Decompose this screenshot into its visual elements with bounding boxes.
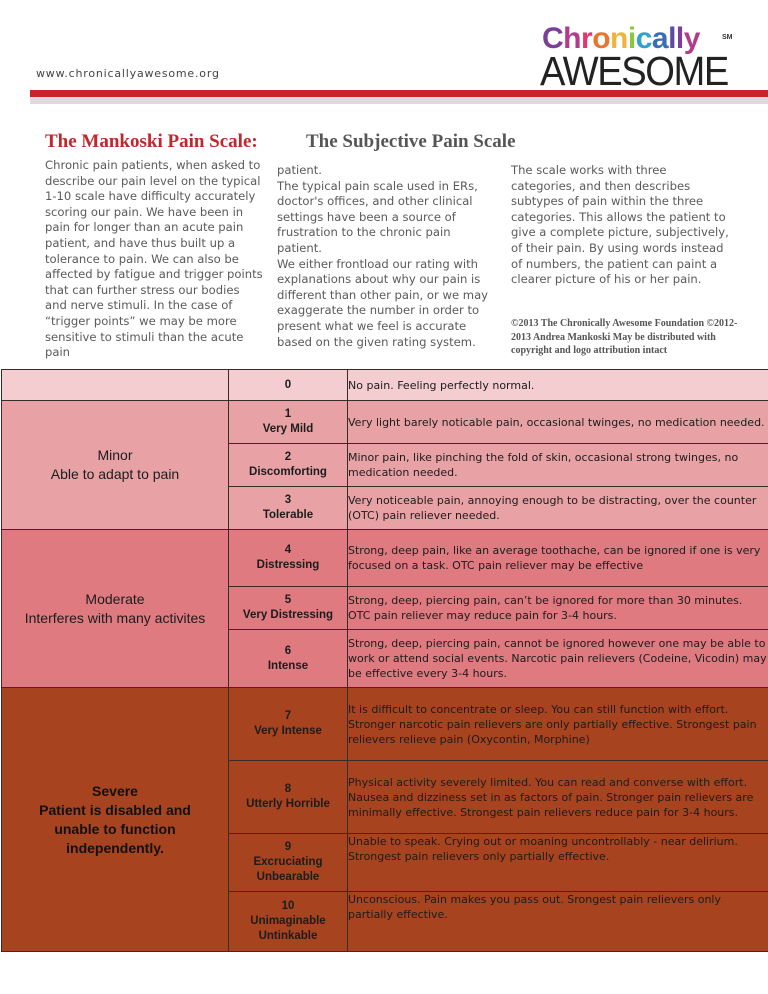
level-description: It is difficult to concentrate or sleep. You can still function with effort. Stronger narcotic pain relievers are only partially effective. Strongest pain relievers relieve pain (Oxycontin, Morphine): [348, 688, 768, 761]
logo-letter: o: [592, 22, 611, 55]
copyright-notice: ©2013 The Chronically Awesome Foundation ©2012-2013 Andrea Mankoski May be distributed with copyright and logo attribution intact: [511, 318, 738, 356]
header-gray-bar: [30, 97, 768, 104]
category-cell-minor: [2, 401, 229, 530]
level-cell: [229, 834, 348, 892]
logo-letter: a: [651, 22, 669, 55]
level-number: 5: [284, 594, 292, 606]
table-row: [2, 688, 768, 761]
intro-paragraph: patient.: [277, 163, 322, 177]
level-description: Minor pain, like pinching the fold of skin, occasional strong twinges, no medication needed.: [348, 444, 768, 487]
level-description: Unconscious. Pain makes you pass out. Srongest pain relievers only partially effective.: [348, 892, 768, 952]
level-description: No pain. Feeling perfectly normal.: [348, 370, 768, 401]
logo-bottom-text: AWESOME: [540, 48, 728, 94]
level-description: Unable to speak. Crying out or moaning uncontrollably - near delirium. Strongest pain relievers only partially effective.: [348, 834, 768, 892]
category-title: Moderate: [85, 590, 145, 607]
level-cell: [229, 370, 348, 401]
level-number: 9: [284, 841, 292, 853]
level-number: 8: [284, 783, 292, 795]
chronically-awesome-logo: [540, 20, 750, 95]
level-cell: [229, 761, 348, 834]
logo-letter: c: [635, 22, 652, 55]
intro-column-1: Chronic pain patients, when asked to describe our pain level on the typical 1-10 scale have difficulty accurately scoring our pain. We have been in pain for longer than an acute pain patient, and have thus built up a tolerance to pain. We can also be affected by fatigue and trigger points that can further stress our bodies and nerve stimuli. In the case of “trigger points” we may be more sensitive to stimuli than the acute pain: [45, 158, 263, 360]
level-name: Unimaginable Untinkable: [250, 915, 326, 942]
level-name: Utterly Horrible: [246, 798, 330, 810]
category-title: Severe: [92, 782, 138, 799]
level-description: Physical activity severely limited. You can read and converse with effort. Nausea and dizziness set in as factors of pain. Stronger pain relievers are minimally effective. Strongest pain relievers reduce pain for 3-4 hours.: [348, 761, 768, 834]
category-subtitle: Patient is disabled and unable to function independently.: [39, 801, 191, 856]
level-description: Very light barely noticable pain, occasional twinges, no medication needed.: [348, 401, 768, 444]
intro-column-2: [277, 163, 498, 350]
logo-letter: l: [668, 22, 676, 55]
table-row: [2, 401, 768, 444]
logo-letter: i: [627, 22, 636, 55]
intro-paragraph: We either frontload our rating with explanations about why our pain is different than other pain, or we may exaggerate the number in order to present what we feel is accurate based on the given rating system.: [277, 256, 489, 349]
website-url[interactable]: www.chronicallyawesome.org: [36, 67, 220, 80]
level-number: 3: [284, 494, 292, 506]
level-name: Discomforting: [249, 466, 327, 478]
level-name: Very Mild: [262, 423, 314, 435]
category-title: Minor: [97, 447, 133, 463]
level-number: 6: [284, 644, 292, 657]
category-cell-severe: [2, 688, 229, 952]
logo-letter: y: [683, 22, 700, 55]
intro-column-3: The scale works with three categories, and then describes subtypes of pain within the three categories. This allows the patient to give a complete picture, subjectively, of their pain. By using words instead of numbers, the patient can paint a clearer picture of his or her pain.: [511, 163, 729, 287]
level-name: Intense: [267, 659, 309, 672]
logo-letter: n: [610, 22, 628, 55]
category-cell-moderate: [2, 530, 229, 688]
level-cell: [229, 587, 348, 630]
level-cell: [229, 444, 348, 487]
logo-letter: C: [542, 22, 564, 55]
level-description: Strong, deep, piercing pain, can’t be ignored for more than 30 minutes. OTC pain reliever may reduce pain for 3-4 hours.: [348, 587, 768, 630]
level-description: Strong, deep pain, like an average toothache, can be ignored if one is very focused on a task. OTC pain reliever may be effective: [348, 530, 768, 587]
level-cell: [229, 530, 348, 587]
level-name: Tolerable: [262, 509, 314, 521]
level-number: 2: [284, 451, 292, 463]
level-description: Strong, deep, piercing pain, cannot be ignored however one may be able to work or attend social events. Narcotic pain relievers (Codeine, Vicodin) may be effective every 3-4 hours.: [348, 630, 768, 688]
level-name: Distressing: [256, 559, 320, 571]
level-name: Very Distressing: [242, 609, 334, 621]
level-number: 10: [281, 900, 295, 912]
level-cell: [229, 487, 348, 530]
level-number: 1: [284, 408, 292, 420]
table-row: [2, 530, 768, 587]
category-subtitle: Able to adapt to pain: [50, 466, 180, 482]
pain-scale-table: [1, 369, 768, 952]
level-cell: [229, 892, 348, 952]
level-number: 7: [284, 710, 292, 722]
category-subtitle: Interferes with many activites: [24, 609, 206, 626]
level-name: Very Intense: [254, 725, 322, 737]
intro-paragraph: The typical pain scale used in ERs, doctor's offices, and other clinical settings have been a source of frustration to the chronic pain patient.: [277, 178, 478, 255]
logo-service-mark: SM: [722, 34, 733, 41]
level-number: 4: [284, 544, 292, 556]
page-title: The Mankoski Pain Scale:: [45, 131, 258, 152]
level-cell: [229, 401, 348, 444]
level-cell: [229, 630, 348, 688]
page-subtitle: The Subjective Pain Scale: [306, 131, 516, 152]
logo-letter: l: [675, 22, 684, 55]
table-row: [2, 370, 768, 401]
logo-letter: r: [581, 22, 593, 55]
level-name: Excruciating Unbearable: [253, 856, 323, 883]
level-cell: [229, 688, 348, 761]
logo-letter: h: [563, 22, 581, 55]
category-cell-none: [2, 370, 229, 401]
level-description: Very noticeable pain, annoying enough to be distracting, over the counter (OTC) pain reliever needed.: [348, 487, 768, 530]
level-number: 0: [284, 378, 292, 391]
